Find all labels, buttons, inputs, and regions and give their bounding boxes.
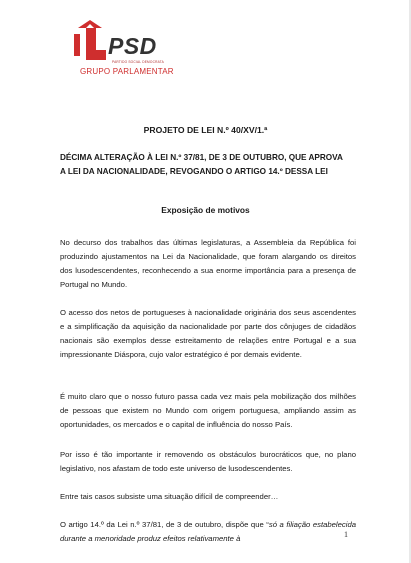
logo-party-name: PARTIDO SOCIAL DEMOCRATA xyxy=(112,60,164,64)
law-title xyxy=(60,151,360,179)
psd-arrow-logo-icon xyxy=(72,20,110,64)
law-title-line-1: DÉCIMA ALTERAÇÃO À LEI N.º 37/81, DE 3 DE OUTUBRO, QUE APROVA xyxy=(60,153,343,162)
paragraph-6-text: O artigo 14.º da Lei n.º 37/81, de 3 de outubro, dispõe que “ xyxy=(60,520,269,529)
logo-wordmark: PSD xyxy=(108,33,157,59)
logo-group-name: GRUPO PARLAMENTAR xyxy=(80,67,174,76)
paragraph-2: O acesso dos netos de portugueses à nacionalidade originária dos seus ascendentes e a simplificação da aquisição da nacionalidade por parte dos cônjuges de cidadãos nacionais são exemplos desse estreitamento de relações entre Portugal e a sua impressionante Diáspora, cujo valor estratégico é por demais evidente. xyxy=(60,308,356,359)
paragraph-5: Entre tais casos subsiste uma situação difícil de compreender… xyxy=(60,492,279,501)
paragraph-6-quote: só a filiação estabelecida durante a menoridade produz efeitos relativamente à xyxy=(60,520,356,543)
law-title-line-2: A LEI DA NACIONALIDADE, REVOGANDO O ARTIGO 14.º DESSA LEI xyxy=(60,167,328,176)
paragraph-4: Por isso é tão importante ir removendo os obstáculos burocráticos que, no plano legislativo, nos afastam de todo este universo de lusodescendentes. xyxy=(60,450,356,473)
paragraph-6 xyxy=(60,518,356,546)
psd-logo xyxy=(72,20,192,78)
paragraph-3: É muito claro que o nosso futuro passa cada vez mais pela mobilização dos milhões de pessoas que existem no Mundo com origem portuguesa, ampliando assim as oportunidades, os mercados e o capital de influência do nosso País. xyxy=(60,392,356,429)
paragraph-1: No decurso dos trabalhos das últimas legislaturas, a Assembleia da República foi produzindo ajustamentos na Lei da Nacionalidade, que foram alargando os direitos dos lusodescendentes, reconhecendo a sua enorme importância para a presença de Portugal no Mundo. xyxy=(60,238,356,289)
page-number: 1 xyxy=(344,530,348,539)
section-title: Exposição de motivos xyxy=(161,205,250,215)
project-title: PROJETO DE LEI N.º 40/XV/1.ª xyxy=(143,125,268,135)
